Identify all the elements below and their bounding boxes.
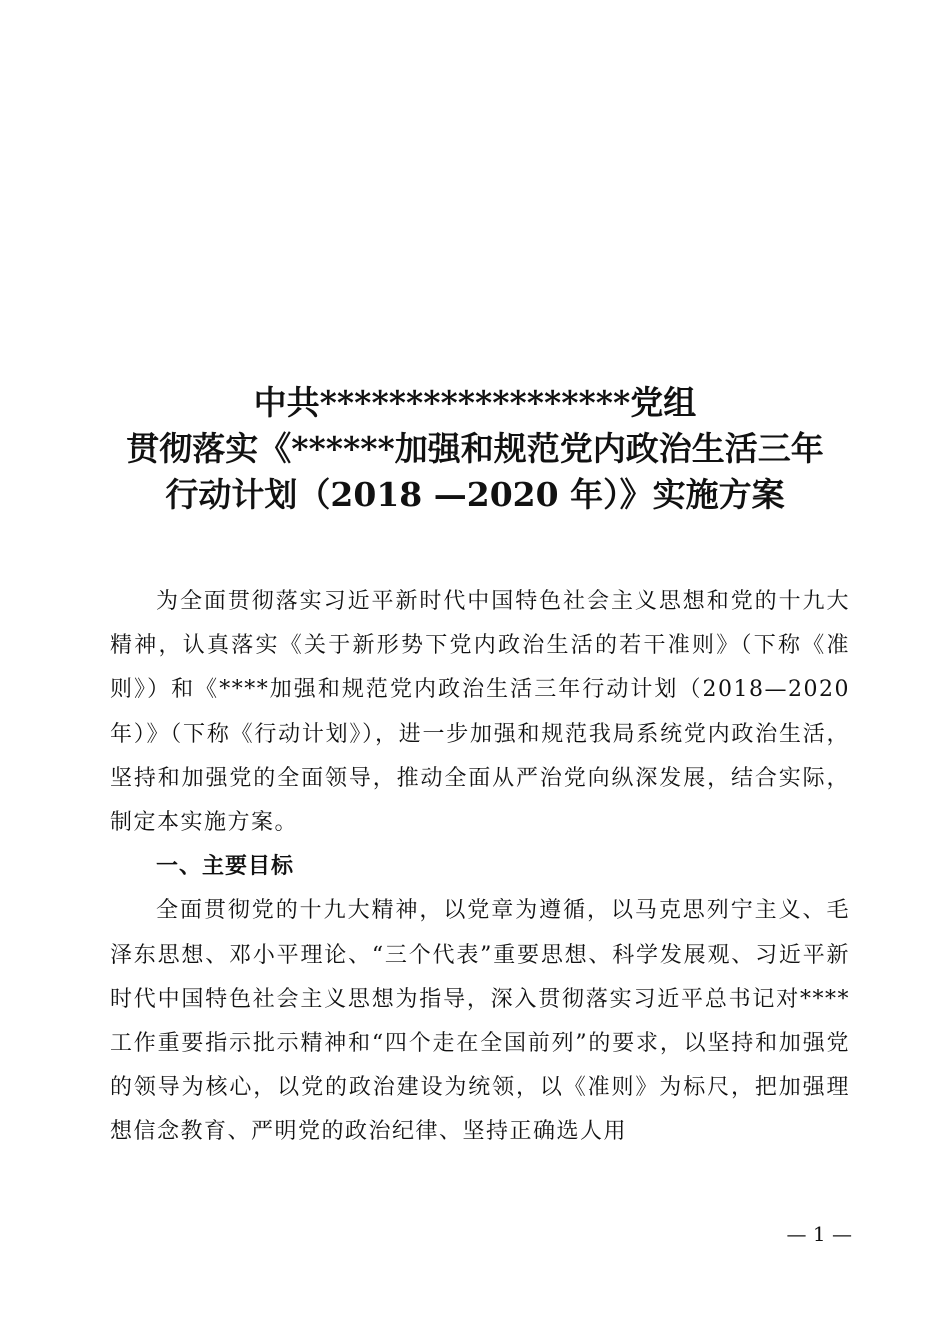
title-line-2: 贯彻落实《******加强和规范党内政治生活三年 bbox=[126, 429, 824, 468]
title-line-1: 中共******************党组 bbox=[253, 383, 697, 422]
document-body bbox=[110, 580, 850, 1155]
section-heading-main-goals: 一、主要目标 bbox=[156, 854, 295, 880]
section-paragraph-main-goals: 全面贯彻党的十九大精神，以党章为遵循，以马克思列宁主义、毛泽东思想、邓小平理论、“三个代表”重要思想、科学发展观、习近平新时代中国特色社会主义思想为指导，深入贯彻落实习近平总书记对****工作重要指示批示精神和“四个走在全国前列”的要求，以坚持和加强党的领导为核心，以党的政治建设为统领，以《准则》为标尺，把加强理想信念教育、严明党的政治纪律、坚持正确选人用 bbox=[110, 898, 850, 1145]
title-line-3: 行动计划（2018 —2020 年）》实施方案 bbox=[165, 475, 785, 514]
page-number: — 1 — bbox=[786, 1222, 852, 1246]
intro-paragraph: 为全面贯彻落实习近平新时代中国特色社会主义思想和党的十九大精神，认真落实《关于新形势下党内政治生活的若干准则》（下称《准则》）和《****加强和规范党内政治生活三年行动计划（2018—2020 年）》（下称《行动计划》），进一步加强和规范我局系统党内政治生活，坚持和加强党的全面领导，推动全面从严治党向纵深发展，结合实际，制定本实施方案。 bbox=[110, 589, 850, 836]
document-title bbox=[60, 380, 890, 518]
